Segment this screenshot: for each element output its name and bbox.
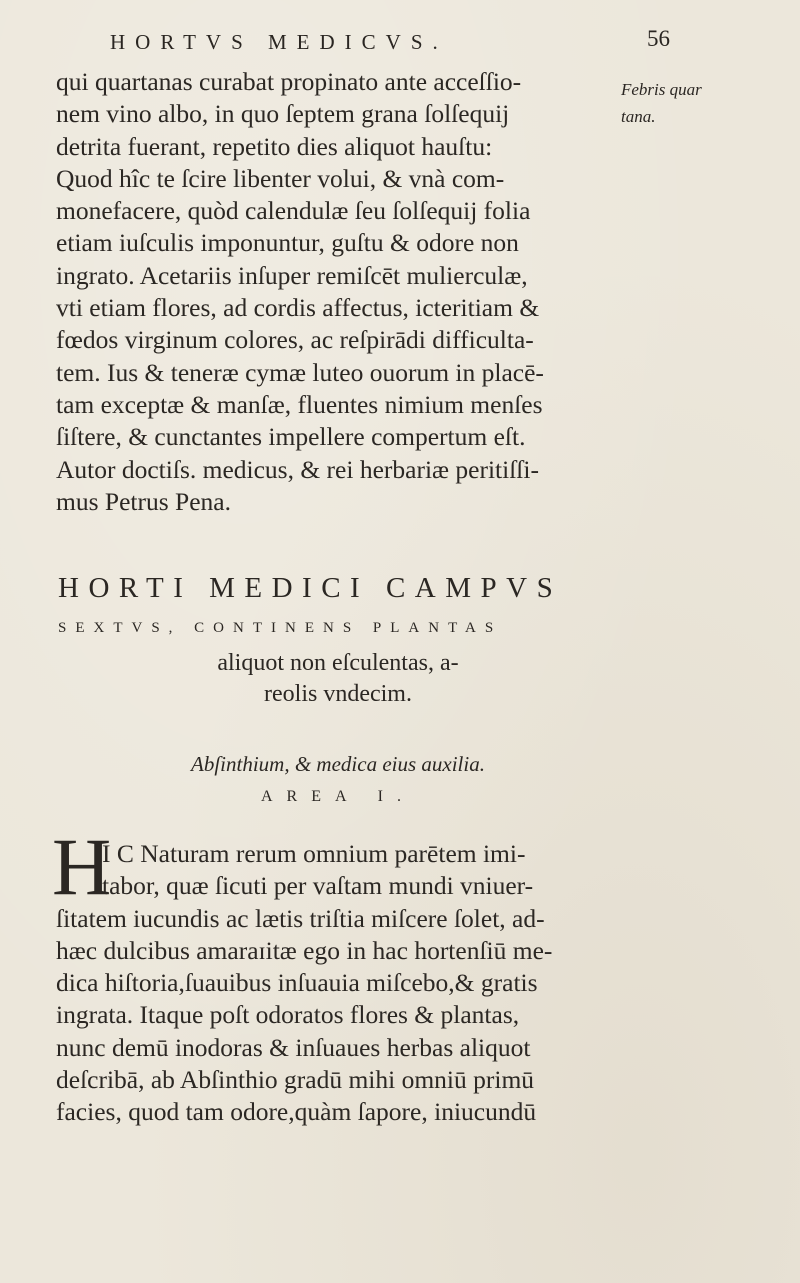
text-line: ſitatem iucundis ac lætis triſtia miſcere ſolet, ad- — [56, 903, 545, 933]
section-description-line: reolis vndecim. — [264, 681, 412, 707]
text-line: fœdos virginum colores, ac reſpirādi difficulta- — [56, 325, 534, 355]
text-line: tam exceptæ & manſæ, fluentes nimium menſes — [56, 389, 543, 419]
section-title: HORTI MEDICI CAMPVS — [58, 572, 563, 604]
text-line: qui quartanas curabat propinato ante acceſſio- — [56, 67, 522, 96]
paragraph-main — [56, 838, 616, 1129]
area-label: AREA I. — [261, 788, 415, 805]
paragraph-continued — [56, 66, 616, 518]
text-line: hæc dulcibus amaraɪitæ ego in hac hortenſiū me- — [56, 935, 553, 965]
page-number: 56 — [647, 26, 670, 51]
text-line: tabor, quæ ſicuti per vaſtam mundi vniuer- — [102, 871, 534, 901]
section-description — [58, 648, 618, 710]
text-line: mus Petrus Pena. — [56, 486, 231, 516]
running-head — [110, 26, 670, 60]
text-line: detrita fuerant, repetito dies aliquot hauſtu: — [56, 131, 493, 161]
text-line: tem. Ius & teneræ cymæ luteo ouorum in placē- — [56, 357, 544, 387]
text-line: ingrata. Itaque poſt odoratos flores & plantas, — [56, 1000, 520, 1030]
text-line: ſiſtere, & cunctantes impellere compertum eſt. — [56, 422, 526, 452]
text-line: deſcribā, ab Abſinthio gradū mihi omniū primū — [56, 1065, 535, 1095]
text-line: dica hiſtoria,ſuauibus inſuauia miſcebo,& gratis — [56, 968, 538, 998]
text-line: Autor doctiſs. medicus, & rei herbariæ peritiſſi- — [56, 454, 539, 484]
margin-note — [621, 76, 791, 130]
text-line: nunc demū inodoras & inſuaues herbas aliquot — [56, 1032, 531, 1062]
text-line: nem vino albo, in quo ſeptem grana ſolſequij — [56, 99, 510, 129]
section-description-line: aliquot non eſculentas, a- — [217, 650, 459, 676]
text-line: Quod hîc te ſcire libenter volui, & vnà com- — [56, 163, 505, 193]
text-line: ingrato. Acetariis inſuper remiſcēt mulierculæ, — [56, 260, 528, 290]
text-line: etiam iuſculis imponuntur, guſtu & odore non — [56, 228, 519, 258]
text-line: vti etiam flores, ad cordis affectus, icteritiam & — [56, 293, 540, 323]
margin-note-line: tana. — [621, 107, 656, 126]
text-line: I C Naturam rerum omnium parētem imi- — [102, 839, 526, 868]
section-subtitle: SEXTVS, CONTINENS PLANTAS — [58, 620, 503, 636]
running-head-title: HORTVS MEDICVS. — [110, 30, 448, 54]
text-line: facies, quod tam odore,quàm ſapore, iniucundū — [56, 1097, 537, 1127]
drop-cap: H — [52, 821, 112, 912]
text-line: monefacere, quòd calendulæ ſeu ſolſequij folia — [56, 196, 531, 226]
plant-heading: Abſinthium, & medica eius auxilia. — [191, 752, 485, 776]
margin-note-line: Febris quar — [621, 80, 702, 99]
